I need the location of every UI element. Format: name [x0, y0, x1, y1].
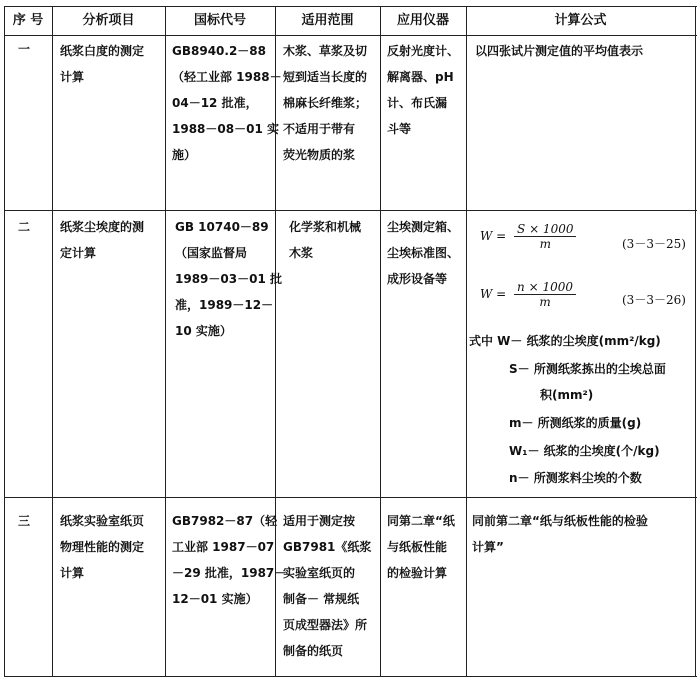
row3-item-line: 计算: [60, 566, 85, 580]
row3-instr-line: 同第二章“纸: [387, 514, 455, 528]
header-formula: 计算公式: [554, 13, 607, 28]
row1-instr: [387, 38, 459, 142]
col-divider-2: [165, 6, 166, 676]
row3-std-line: －29 批准，1987－: [172, 566, 287, 580]
fraction-denominator: m: [539, 237, 551, 251]
row2-std: [175, 214, 282, 344]
row1-item-line: 计算: [60, 70, 85, 84]
col-divider-4: [380, 6, 381, 676]
row2-instr-line: 尘埃标准图、: [387, 246, 460, 260]
row2-item-line: 纸浆尘埃度的测: [60, 220, 145, 234]
row1-item: [60, 38, 144, 90]
row1-std-line: 1988－08－01 实: [172, 122, 279, 136]
definition-W: 式中 W－ 纸浆的尘埃度(mm²/kg): [469, 334, 661, 348]
table-left-border: [4, 6, 5, 676]
row2-item: [60, 214, 144, 266]
row3-item: [60, 508, 144, 586]
row2-std-line: 1989－03－01 批: [175, 272, 282, 286]
row3-scope: [283, 508, 371, 664]
formula-3-3-25: [480, 222, 580, 251]
row2-scope-line: 木浆: [289, 246, 314, 260]
fraction-denominator: m: [539, 295, 551, 309]
table-bottom-border: [4, 676, 697, 677]
row3-scope-line: GB7981《纸浆: [283, 540, 372, 554]
row2-item-line: 定计算: [60, 246, 97, 260]
row3-scope-line: 实验室纸页的: [283, 566, 356, 580]
row2-std-line: 10 实施）: [175, 324, 232, 338]
row3-instr-line: 与纸板性能: [387, 540, 448, 554]
header-divider: [4, 35, 697, 36]
row1-std-line: （轻工业部 1988－: [172, 70, 282, 84]
row1-instr-line: 解离器、pH: [387, 70, 454, 84]
row1-item-line: 纸浆白度的测定: [60, 44, 145, 58]
row3-std-line: 12－01 实施）: [172, 592, 258, 606]
row2-instr-line: 成形设备等: [387, 272, 448, 286]
row2-instr-line: 尘埃测定箱、: [387, 220, 460, 234]
row1-std-line: 04－12 批准，: [172, 96, 258, 110]
row3-std: [172, 508, 286, 612]
row2-std-line: 准，1989－12－: [175, 298, 274, 312]
row3-formula-line: 计算”: [472, 540, 504, 554]
row1-scope-line: 短到适当长度的: [283, 70, 368, 84]
formula-lhs: W =: [480, 287, 507, 301]
definition-n: n－ 所测浆料尘埃的个数: [509, 471, 642, 485]
row-divider-2: [4, 497, 697, 498]
fraction: [514, 280, 576, 309]
col-divider-1: [52, 6, 53, 676]
row3-formula-line: 同前第二章“纸与纸板性能的检验: [472, 514, 648, 528]
header-item: 分析项目: [82, 13, 135, 28]
row1-scope-line: 不适用于带有: [283, 122, 356, 136]
table-top-border: [4, 6, 697, 7]
row3-scope-line: 适用于测定按: [283, 514, 356, 528]
row1-std-line: 施）: [172, 148, 197, 162]
definition-m: m－ 所测纸浆的质量(g): [509, 416, 642, 430]
row1-std-line: GB8940.2－88: [172, 44, 267, 58]
table-right-border: [695, 6, 696, 676]
definition-W1: W₁－ 纸浆的尘埃度(个/kg): [509, 444, 660, 458]
row3-scope-line: 页成型器法》所: [283, 618, 368, 632]
col-divider-5: [466, 6, 467, 676]
formula-lhs: W =: [480, 229, 507, 243]
fraction-numerator: n × 1000: [514, 280, 576, 295]
row3-formula: [472, 508, 648, 560]
row1-instr-line: 反射光度计、: [387, 44, 460, 58]
row3-scope-line: 制备的纸页: [283, 644, 344, 658]
row2-scope: [289, 214, 361, 266]
row1-std: [172, 38, 282, 168]
header-seq: 序 号: [12, 13, 44, 28]
row3-instr-line: 的检验计算: [387, 566, 448, 580]
fraction-numerator: S × 1000: [514, 222, 576, 237]
row3-instr: [387, 508, 455, 586]
formula-3-3-26: [480, 280, 580, 309]
row1-seq: 一: [18, 42, 31, 56]
row3-seq: 三: [18, 514, 31, 528]
header-instr: 应用仪器: [396, 13, 449, 28]
row3-item-line: 物理性能的测定: [60, 540, 145, 554]
definition-S: S－ 所测纸浆拣出的尘埃总面: [509, 362, 666, 376]
row1-formula: 以四张试片测定值的平均值表示: [475, 44, 644, 58]
definition-S-cont: 积(mm²): [540, 388, 594, 402]
row2-seq: 二: [18, 220, 31, 234]
header-scope: 适用范围: [301, 13, 354, 28]
equation-number: (3－3－25): [622, 237, 686, 251]
fraction: [514, 222, 576, 251]
row3-std-line: 工业部 1987－07: [172, 540, 275, 554]
header-std: 国标代号: [193, 13, 246, 28]
row1-scope-line: 棉麻长纤维浆；: [283, 96, 368, 110]
row1-scope: [283, 38, 367, 168]
row3-item-line: 纸浆实验室纸页: [60, 514, 145, 528]
row3-scope-line: 制备－ 常规纸: [283, 592, 360, 606]
row2-instr: [387, 214, 459, 292]
row-divider-1: [4, 210, 697, 211]
row2-std-line: GB 10740－89: [175, 220, 269, 234]
row1-instr-line: 斗等: [387, 122, 412, 136]
row2-std-line: （国家监督局: [175, 246, 248, 260]
row1-scope-line: 荧光物质的浆: [283, 148, 356, 162]
row1-scope-line: 木浆、草浆及切: [283, 44, 368, 58]
equation-number: (3－3－26): [622, 293, 686, 307]
row3-std-line: GB7982－87（轻: [172, 514, 278, 528]
row1-instr-line: 计、布氏漏: [387, 96, 448, 110]
row2-scope-line: 化学浆和机械: [289, 220, 362, 234]
